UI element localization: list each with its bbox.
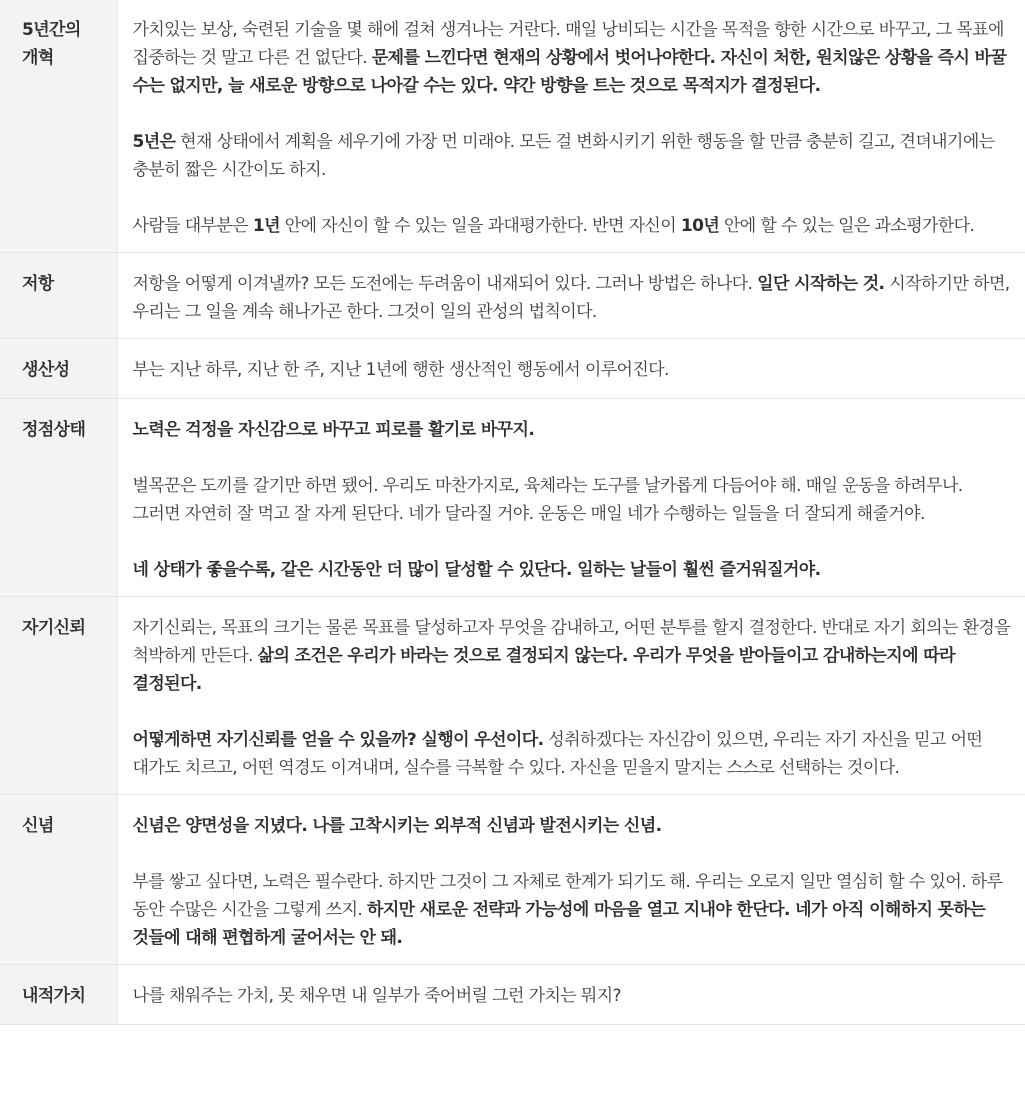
bold-text: 하지만 새로운 전략과 가능성에 마음을 열고 지내야 한단다. 네가 아직 이해하지 못하는 것들에 대해 편협하게 굴어서는 안 돼.: [132, 900, 986, 948]
content-paragraph: [133, 868, 1014, 952]
bold-text: 1년: [252, 216, 280, 236]
content-paragraph: [133, 726, 1014, 782]
content-paragraph: [133, 416, 1014, 444]
content-paragraph: [133, 16, 1014, 100]
row-label-line: 저항: [22, 274, 54, 294]
table-row: [0, 0, 1025, 253]
text-segment: 안에 자신이 할 수 있는 일을 과대평가한다. 반면 자신이: [279, 216, 681, 236]
bold-text: 어떻게하면 자기신뢰를 얻을 수 있을까? 실행이 우선이다.: [132, 730, 544, 750]
content-paragraph: [133, 270, 1014, 326]
row-label-line: 내적가치: [22, 986, 86, 1006]
table-row: [0, 339, 1025, 399]
row-content: [117, 399, 1025, 597]
row-label-line: 신념: [22, 816, 54, 836]
table-row: [0, 399, 1025, 597]
bold-text: 신념은 양면성을 지녔다. 나를 고착시키는 외부적 신념과 발전시키는 신념.: [132, 816, 662, 836]
bold-text: 문제를 느낀다면 현재의 상황에서 벗어나야한다. 자신이 처한, 원치않은 상황을 즉시 바꿀 수는 없지만, 늘 새로운 방향으로 나아갈 수는 있다. 약간 방향을 트는 것으로 목적지가 결정된다.: [132, 48, 1007, 96]
row-label-line: 생산성: [22, 360, 70, 380]
text-segment: 벌목꾼은 도끼를 갈기만 하면 됐어. 우리도 마찬가지로, 육체라는 도구를 날카롭게 다듬어야 해. 매일 운동을 하려무나. 그러면 자연히 잘 먹고 잘 자게 된단다. 네가 달라질 거야. 운동은 매일 네가 수행하는 일들을 더 잘되게 해줄거야.: [132, 476, 963, 524]
table-row: [0, 795, 1025, 965]
bold-text: 일단 시작하는 것.: [757, 274, 885, 294]
row-label-line: 개혁: [22, 48, 54, 68]
row-content: [117, 597, 1025, 795]
row-content: [117, 339, 1025, 399]
row-label: [0, 339, 117, 399]
row-label-line: 정점상태: [22, 420, 86, 440]
row-label: [0, 253, 117, 339]
bold-text: 삶의 조건은 우리가 바라는 것으로 결정되지 않는다. 우리가 무엇을 받아들이고 감내하는지에 따라 결정된다.: [132, 646, 955, 694]
content-paragraph: [133, 128, 1014, 184]
text-segment: 가치있는 보상, 숙련된 기술을 몇 해에 걸쳐 생겨나는 거란다. 매일 낭비되는 시간을 목적을 향한 시간으로 바꾸고, 그 목표에 집중하는 것 말고 다른 건 없단다.: [132, 20, 1004, 68]
row-label: [0, 965, 117, 1025]
content-paragraph: [133, 556, 1014, 584]
text-segment: 저항을 어떻게 이겨낼까? 모든 도전에는 두려움이 내재되어 있다. 그러나 방법은 하나다.: [132, 274, 758, 294]
content-paragraph: [133, 812, 1014, 840]
text-segment: 나를 채워주는 가치, 못 채우면 내 일부가 죽어버릴 그런 가치는 뭐지?: [132, 986, 621, 1006]
row-label: [0, 795, 117, 965]
row-content: [117, 253, 1025, 339]
content-paragraph: [133, 982, 1014, 1010]
bold-text: 노력은 걱정을 자신감으로 바꾸고 피로를 활기로 바꾸지.: [132, 420, 535, 440]
text-segment: 부를 쌓고 싶다면, 노력은 필수란다. 하지만 그것이 그 자체로 한계가 되기도 해. 우리는 오로지 일만 열심히 할 수 있어. 하루 동안 수많은 시간을 그렇게 쓰지.: [132, 872, 1003, 920]
table-row: [0, 253, 1025, 339]
content-paragraph: [133, 356, 1014, 384]
table-row: [0, 965, 1025, 1025]
row-label-line: 자기신뢰: [22, 618, 86, 638]
table-row: [0, 597, 1025, 795]
text-segment: 현재 상태에서 계획을 세우기에 가장 먼 미래야. 모든 걸 변화시키기 위한 행동을 할 만큼 충분히 길고, 견뎌내기에는 충분히 짧은 시간이도 하지.: [132, 132, 995, 180]
text-segment: 자기신뢰는, 목표의 크기는 물론 목표를 달성하고자 무엇을 감내하고, 어떤 분투를 할지 결정한다. 반대로 자기 회의는 환경을 척박하게 만든다.: [132, 618, 1011, 666]
content-paragraph: [133, 614, 1014, 698]
text-segment: 부는 지난 하루, 지난 한 주, 지난 1년에 행한 생산적인 행동에서 이루어진다.: [132, 360, 669, 380]
row-content: [117, 795, 1025, 965]
row-content: [117, 965, 1025, 1025]
content-paragraph: [133, 212, 1014, 240]
bold-text: 5년은: [132, 132, 176, 152]
text-segment: 사람들 대부분은: [132, 216, 253, 236]
row-label: [0, 399, 117, 597]
text-segment: 안에 할 수 있는 일은 과소평가한다.: [719, 216, 975, 236]
text-segment: 시작하기만 하면, 우리는 그 일을 계속 해나가곤 한다. 그것이 일의 관성의 법칙이다.: [132, 274, 1010, 322]
row-label: [0, 0, 117, 253]
content-paragraph: [133, 472, 1014, 528]
row-content: [117, 0, 1025, 253]
bold-text: 10년: [680, 216, 720, 236]
row-label: [0, 597, 117, 795]
bold-text: 네 상태가 좋을수록, 같은 시간동안 더 많이 달성할 수 있단다. 일하는 날들이 훨씬 즐거워질거야.: [132, 560, 821, 580]
text-segment: 성취하겠다는 자신감이 있으면, 우리는 자기 자신을 믿고 어떤 대가도 치르고, 어떤 역경도 이겨내며, 실수를 극복할 수 있다. 자신을 믿을지 말지는 스스로 선택하는 것이다.: [132, 730, 983, 778]
row-label-line: 5년간의: [22, 20, 81, 40]
